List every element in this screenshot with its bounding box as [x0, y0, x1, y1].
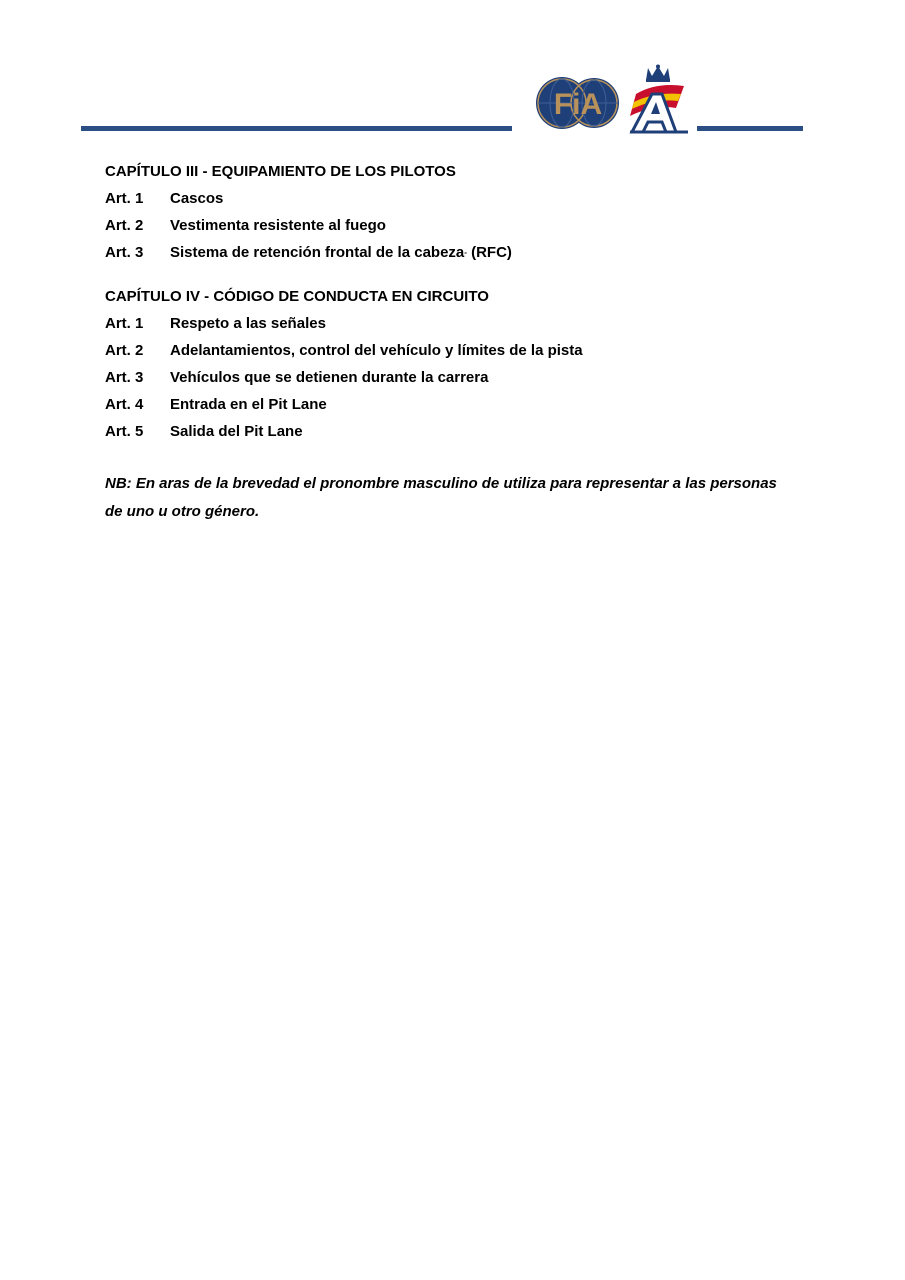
chapter-3-article-2	[105, 216, 805, 236]
chapter-3-heading: CAPÍTULO III - EQUIPAMIENTO DE LOS PILOTOS	[105, 163, 456, 180]
chapter-4-article-3	[105, 368, 805, 388]
article-title: Sistema de retención frontal de la cabeza	[170, 243, 465, 261]
article-title: Cascos	[170, 190, 224, 207]
spacer	[105, 269, 805, 287]
header-rule-left	[81, 126, 512, 131]
chapter-3-article-1	[105, 189, 805, 209]
rfea-logo	[626, 64, 690, 134]
article-title: Vehículos que se detienen durante la carrera	[170, 369, 489, 387]
article-number: Art. 2	[105, 342, 144, 360]
article-title: Entrada en el Pit Lane	[170, 395, 327, 413]
gender-note: NB: En aras de la brevedad el pronombre masculino de utiliza para representar a las personas de uno u otro género.	[105, 475, 777, 521]
chapter-4-article-5	[105, 422, 805, 442]
article-number: Art. 1	[105, 315, 144, 333]
document-body	[105, 162, 805, 526]
chapter-4-article-1	[105, 314, 805, 334]
tiny-dash: -	[464, 247, 467, 257]
article-number: Art. 1	[105, 190, 144, 207]
spacer	[105, 448, 805, 470]
article-title: Adelantamientos, control del vehículo y límites de la pista	[170, 342, 583, 360]
article-number: Art. 3	[105, 243, 144, 261]
fia-logo-text: FiA	[553, 88, 603, 121]
header-rule-right	[697, 126, 803, 131]
chapter-4-article-2	[105, 341, 805, 361]
chapter-4-heading: CAPÍTULO IV - CÓDIGO DE CONDUCTA EN CIRCUITO	[105, 288, 489, 306]
chapter-3-article-3	[105, 243, 805, 263]
fia-logo	[536, 74, 620, 132]
article-title: Vestimenta resistente al fuego	[170, 216, 386, 234]
article-title: Respeto a las señales	[170, 315, 326, 333]
article-title-wrap	[170, 243, 805, 263]
article-number: Art. 5	[105, 422, 144, 440]
article-number: Art. 3	[105, 369, 144, 387]
article-title: Salida del Pit Lane	[170, 422, 303, 440]
article-number: Art. 4	[105, 395, 144, 413]
chapter-4-article-4	[105, 395, 805, 415]
article-title-suffix: (RFC)	[466, 243, 512, 261]
article-number: Art. 2	[105, 216, 144, 234]
